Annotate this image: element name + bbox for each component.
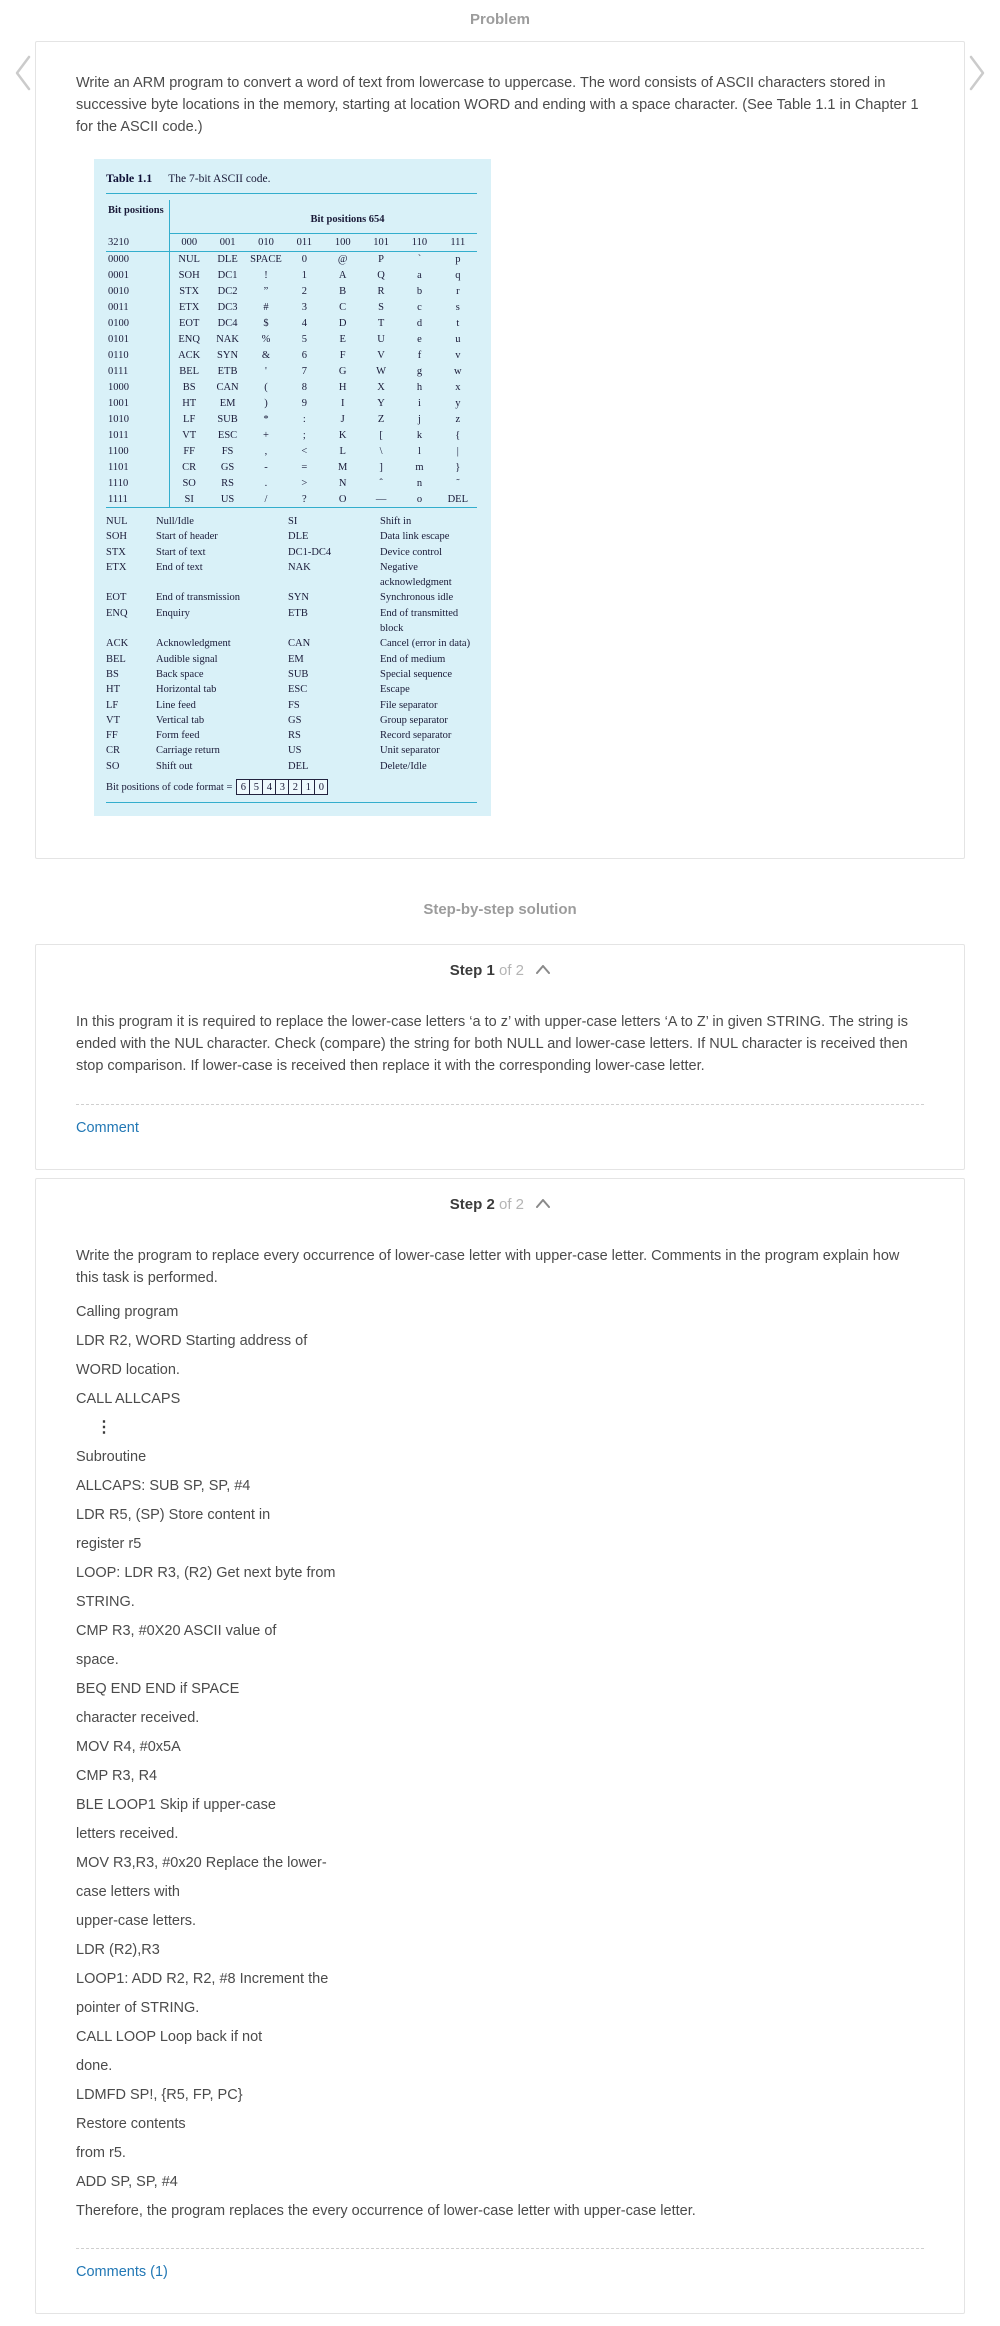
ascii-cell: BS [182, 382, 196, 393]
legend-description: Synchronous idle [380, 592, 454, 604]
ascii-cell: FS [221, 446, 234, 457]
code-line: done. [76, 2058, 113, 2075]
legend-description: Cancel (error in data) [380, 638, 471, 650]
legend-description: Line feed [156, 699, 196, 711]
ascii-col-header: 000 [170, 234, 208, 252]
ascii-cell: ? [285, 492, 323, 508]
ascii-cell: 5 [301, 334, 307, 345]
ascii-cell: EOT [178, 318, 200, 329]
code-line: MOV R3,R3, #0x20 Replace the lower- [76, 1855, 327, 1872]
ascii-cell: } [455, 462, 461, 473]
ascii-cell: f [417, 350, 422, 361]
format-bit-box: 6 [236, 779, 250, 795]
step-1-count: of 2 [498, 962, 525, 980]
ascii-cell: ESC [217, 430, 238, 441]
legend-abbr: FF [106, 730, 118, 742]
ascii-cell: W [376, 366, 387, 377]
ascii-table-figure [94, 159, 491, 816]
ascii-row-bits: 1011 [106, 428, 170, 444]
dashed-divider [76, 2248, 924, 2249]
ascii-cell: i [417, 398, 421, 409]
code-line: ADD SP, SP, #4 [76, 2174, 178, 2191]
legend-description: Null/Idle [156, 516, 194, 527]
legend-abbr: US [288, 745, 302, 757]
ascii-cell: ˜ [456, 478, 460, 489]
ascii-cell: . [264, 478, 268, 489]
ascii-cell: GS [220, 462, 235, 473]
code-line: Calling program [76, 1304, 179, 1321]
code-line: ⋮ [96, 1419, 112, 1437]
chevron-up-icon [536, 1199, 550, 1208]
code-line: character received. [76, 1710, 200, 1727]
ascii-row-bits: 0110 [106, 348, 170, 364]
bit-format-label: Bit positions of code format = [106, 781, 233, 793]
legend-abbr: DEL [288, 760, 309, 772]
ascii-cell: ACK [178, 350, 201, 361]
ascii-cell: y [455, 398, 461, 409]
ascii-cell: d [416, 318, 423, 329]
ascii-cell: < [301, 446, 308, 457]
conclusion-text: Therefore, the program replaces the every occurrence of lower-case letter with upper-case letter. [76, 2203, 696, 2220]
ascii-col-header: 101 [362, 234, 400, 252]
dashed-divider [76, 1104, 924, 1105]
legend-abbr: ESC [288, 684, 308, 696]
ascii-cell: z [455, 414, 461, 425]
ascii-cell: SI [170, 492, 208, 508]
legend-description: Start of text [156, 546, 206, 558]
format-bit-box: 0 [314, 779, 328, 795]
problem-heading: Problem [469, 11, 530, 28]
code-line: STRING. [76, 1594, 135, 1611]
ascii-legend [106, 514, 477, 774]
legend-description: Vertical tab [156, 714, 205, 726]
code-line: MOV R4, #0x5A [76, 1739, 181, 1756]
legend-description: Acknowledgment [156, 638, 231, 650]
legend-abbr: BEL [106, 653, 126, 665]
legend-description: Form feed [156, 730, 200, 742]
next-problem-button[interactable] [964, 52, 990, 96]
legend-description: End of medium [380, 653, 446, 665]
ascii-cell: — [362, 492, 400, 508]
step-2-count: of 2 [498, 1196, 525, 1214]
ascii-cell: D [338, 318, 347, 329]
code-line: space. [76, 1652, 119, 1669]
ascii-cell: G [338, 366, 347, 377]
legend-description: Special sequence [380, 668, 453, 680]
legend-abbr: EOT [106, 592, 127, 604]
ascii-cell: V [377, 350, 385, 361]
code-line: LDMFD SP!, {R5, FP, PC} [76, 2087, 243, 2104]
ascii-cell: & [261, 350, 271, 361]
code-line: upper-case letters. [76, 1913, 197, 1930]
table-bottom-rule [106, 802, 477, 806]
legend-description: End of transmitted block [380, 607, 459, 635]
ascii-table-header [106, 194, 477, 234]
ascii-col-header: 001 [208, 234, 246, 252]
step-2-card [35, 1178, 965, 2314]
format-bit-box: 3 [275, 779, 289, 795]
ascii-cell: 2 [301, 286, 307, 297]
ascii-cell: ˆ [379, 478, 383, 489]
format-bit-box: 2 [288, 779, 302, 795]
ascii-cell: NUL [178, 254, 200, 265]
legend-abbr: SYN [288, 592, 310, 604]
bit-format-boxes [237, 779, 328, 795]
ascii-col-header: 011 [285, 234, 323, 252]
legend-description: Enquiry [156, 607, 190, 619]
ascii-row-bits: 0101 [106, 332, 170, 348]
ascii-cell: ) [264, 398, 268, 409]
ascii-cell: Z [377, 414, 385, 425]
ascii-cell: DC2 [217, 286, 238, 297]
ascii-cell: - [264, 462, 268, 473]
ascii-row-bits: 1100 [106, 444, 170, 460]
code-line: register r5 [76, 1536, 142, 1553]
ascii-cell: = [301, 462, 308, 473]
ascii-row-bits: 0011 [106, 300, 170, 316]
ascii-cell: DC4 [217, 318, 238, 329]
legend-description: Group separator [380, 714, 448, 726]
ascii-cell: L [339, 446, 346, 457]
legend-abbr: NAK [288, 561, 311, 573]
legend-description: File separator [380, 699, 438, 711]
collapse-step-2-button[interactable] [536, 1196, 550, 1211]
ascii-cell: T [377, 318, 385, 329]
ascii-cell: o [400, 492, 438, 508]
legend-abbr: SO [106, 760, 120, 772]
ascii-cell: 7 [301, 366, 307, 377]
ascii-cell: F [339, 350, 346, 361]
code-line: LOOP: LDR R3, (R2) Get next byte from [76, 1565, 336, 1582]
code-line: LDR R2, WORD Starting address of [76, 1333, 308, 1350]
legend-description: Shift in [380, 516, 412, 527]
step-2-header [76, 1179, 924, 1217]
ascii-cell: EM [219, 398, 236, 409]
code-line: LDR R5, (SP) Store content in [76, 1507, 271, 1524]
ascii-cell: U [377, 334, 385, 345]
ascii-cell: 8 [301, 382, 307, 393]
code-line: CMP R3, R4 [76, 1768, 158, 1785]
ascii-cell: C [339, 302, 347, 313]
prev-problem-button[interactable] [10, 52, 36, 96]
ascii-cell: , [264, 446, 268, 457]
ascii-cell: STX [179, 286, 200, 297]
ascii-col-header: 110 [400, 234, 438, 252]
ascii-cell: $ [263, 318, 269, 329]
chevron-up-icon [536, 965, 550, 974]
ascii-cell: 3 [301, 302, 307, 313]
ascii-cell: k [416, 430, 423, 441]
legend-description: Start of header [156, 531, 218, 543]
legend-abbr: CR [106, 745, 121, 757]
code-line: LOOP1: ADD R2, R2, #8 Increment the [76, 1971, 329, 1988]
ascii-cell: e [417, 334, 422, 345]
legend-abbr: LF [106, 699, 119, 711]
legend-abbr: CAN [288, 638, 311, 650]
ascii-cell: % [261, 334, 271, 345]
ascii-cell: p [455, 254, 461, 265]
ascii-cell: BEL [179, 366, 200, 377]
ascii-row-header-label: Bit positions [106, 200, 170, 234]
ascii-cell: s [455, 302, 460, 313]
ascii-cell: ENQ [178, 334, 200, 345]
legend-abbr: NUL [106, 516, 128, 527]
ascii-cell: K [338, 430, 347, 441]
legend-description: Escape [380, 684, 410, 696]
legend-abbr: STX [106, 546, 126, 558]
legend-abbr: ETX [106, 561, 127, 573]
legend-abbr: DC1-DC4 [288, 546, 332, 558]
format-bit-box: 1 [301, 779, 315, 795]
ascii-cell: t [456, 318, 460, 329]
ascii-cell: h [416, 382, 423, 393]
problem-card [35, 41, 965, 859]
code-line: Restore contents [76, 2116, 186, 2133]
ascii-cell: CAN [216, 382, 239, 393]
ascii-row-bits: 0100 [106, 316, 170, 332]
ascii-cell: u [455, 334, 461, 345]
ascii-cell: w [454, 366, 462, 377]
ascii-cell: J [340, 414, 345, 425]
ascii-cell: ETX [178, 302, 200, 313]
ascii-cell: E [339, 334, 346, 345]
ascii-row-bits: 1010 [106, 412, 170, 428]
ascii-row-bits: 1110 [106, 476, 170, 492]
code-line: BEQ END END if SPACE [76, 1681, 240, 1698]
ascii-table-title-label: Table 1.1 [106, 171, 153, 185]
ascii-cell: H [338, 382, 347, 393]
ascii-cell: DC3 [217, 302, 238, 313]
ascii-cell: I [340, 398, 345, 409]
ascii-cell: VT [182, 430, 197, 441]
legend-abbr: BS [106, 668, 119, 680]
ascii-col-header: 100 [324, 234, 362, 252]
ascii-cell: l [417, 446, 421, 457]
ascii-cell: S [378, 302, 384, 313]
ascii-cell: ; [302, 430, 306, 441]
ascii-cell: SYN [217, 350, 239, 361]
code-line: LDR (R2),R3 [76, 1942, 160, 1959]
ascii-axis-label: 3210 [106, 234, 170, 252]
ascii-cell: [ [379, 430, 383, 441]
code-line: Subroutine [76, 1449, 147, 1466]
ascii-cell: x [455, 382, 461, 393]
legend-abbr: GS [288, 714, 302, 726]
ascii-cell: j [417, 414, 421, 425]
code-line: ALLCAPS: SUB SP, SP, #4 [76, 1478, 251, 1495]
ascii-cell: r [456, 286, 460, 297]
code-line: CMP R3, #0X20 ASCII value of [76, 1623, 277, 1640]
legend-description: Back space [156, 668, 204, 680]
ascii-cell: RS [221, 478, 234, 489]
ascii-cell: X [377, 382, 385, 393]
ascii-cell: > [301, 478, 308, 489]
ascii-cell: O [324, 492, 362, 508]
ascii-cell: q [455, 270, 461, 281]
code-line: from r5. [76, 2145, 126, 2162]
ascii-cell: R [377, 286, 385, 297]
ascii-cell: m [415, 462, 424, 473]
ascii-row-bits: 1111 [106, 492, 170, 508]
collapse-step-1-button[interactable] [536, 962, 550, 977]
ascii-cell: c [417, 302, 422, 313]
ascii-cell: * [263, 414, 269, 425]
ascii-cell: Y [377, 398, 385, 409]
ascii-cell: SPACE [250, 254, 282, 265]
program-code-block [76, 1302, 924, 2192]
legend-description: Device control [380, 546, 443, 558]
ascii-cell: 0 [301, 254, 307, 265]
step-1-card [35, 944, 965, 1170]
legend-abbr: HT [106, 684, 120, 696]
ascii-cell: ` [417, 254, 422, 265]
step-1-header [76, 945, 924, 983]
ascii-cell: g [416, 366, 423, 377]
ascii-cell: NAK [216, 334, 239, 345]
ascii-cell: SO [182, 478, 196, 489]
ascii-code-grid [106, 234, 477, 508]
code-line: WORD location. [76, 1362, 180, 1379]
legend-description: Carriage return [156, 745, 220, 757]
ascii-cell: n [416, 478, 423, 489]
ascii-cell: ' [264, 366, 267, 377]
legend-abbr: ACK [106, 638, 129, 650]
ascii-col-header: 010 [247, 234, 285, 252]
legend-abbr: ENQ [106, 607, 128, 619]
ascii-cell: ! [264, 270, 268, 281]
ascii-col-header-label: Bit positions 654 [170, 200, 477, 234]
ascii-cell: / [247, 492, 285, 508]
ascii-cell: M [338, 462, 348, 473]
ascii-cell: 6 [301, 350, 307, 361]
ascii-cell: # [263, 302, 269, 313]
legend-description: Negative acknowledgment [380, 561, 452, 589]
ascii-cell: | [456, 446, 459, 457]
ascii-cell: CR [182, 462, 197, 473]
ascii-row-bits: 1000 [106, 380, 170, 396]
ascii-cell: US [208, 492, 246, 508]
ascii-cell: LF [183, 414, 196, 425]
legend-abbr: FS [288, 699, 300, 711]
ascii-cell: P [378, 254, 384, 265]
ascii-row-bits: 1101 [106, 460, 170, 476]
ascii-row-bits: 1001 [106, 396, 170, 412]
chevron-right-icon [966, 53, 988, 93]
legend-description: Delete/Idle [380, 760, 427, 772]
step-2-title: Step 2 [449, 1196, 495, 1214]
ascii-table-title [106, 169, 477, 194]
ascii-cell: 1 [301, 270, 307, 281]
ascii-cell: DEL [439, 492, 477, 508]
ascii-cell: DC1 [217, 270, 238, 281]
ascii-cell: ETB [217, 366, 238, 377]
ascii-cell: ] [379, 462, 383, 473]
ascii-row-bits: 0000 [106, 252, 170, 268]
ascii-cell: v [455, 350, 461, 361]
solution-heading: Step-by-step solution [423, 901, 577, 919]
legend-description: Data link escape [380, 531, 450, 543]
code-line: BLE LOOP1 Skip if upper-case [76, 1797, 276, 1814]
ascii-cell: HT [182, 398, 197, 409]
legend-abbr: RS [288, 730, 301, 742]
code-line: CALL LOOP Loop back if not [76, 2029, 263, 2046]
legend-abbr: SUB [288, 668, 309, 680]
legend-description: Horizontal tab [156, 684, 217, 696]
code-line: CALL ALLCAPS [76, 1391, 181, 1408]
step-1-body-text: In this program it is required to replace the lower-case letters ‘a to z’ with upper-case letters ‘A to Z’ in given STRING. The string is ended with the NUL character. Check (compare) the string for both NULL and lower-case letters. If NUL character is received then stop comparison. If lower-case is received then replace it with the corresponding lower-case letter. [76, 1014, 908, 1075]
legend-abbr: ETB [288, 607, 308, 619]
comment-link[interactable]: Comment [76, 1120, 139, 1137]
step-1-title: Step 1 [449, 962, 495, 980]
ascii-cell: SOH [178, 270, 200, 281]
ascii-cell: \ [379, 446, 383, 457]
ascii-cell: : [302, 414, 306, 425]
format-bit-box: 5 [249, 779, 263, 795]
legend-abbr: DLE [288, 531, 309, 543]
ascii-cell: ” [263, 286, 269, 297]
ascii-cell: 9 [301, 398, 307, 409]
legend-abbr: SOH [106, 531, 128, 543]
ascii-cell: ( [264, 382, 268, 393]
ascii-cell: { [455, 430, 461, 441]
ascii-row-bits: 0111 [106, 364, 170, 380]
legend-abbr: SI [288, 516, 298, 527]
ascii-row-bits: 0001 [106, 268, 170, 284]
ascii-col-header: 111 [439, 234, 477, 252]
ascii-cell: DLE [217, 254, 238, 265]
ascii-cell: N [338, 478, 347, 489]
legend-description: End of text [156, 561, 203, 573]
bit-format-row [106, 779, 477, 795]
ascii-cell: A [338, 270, 347, 281]
legend-abbr: EM [288, 653, 304, 665]
ascii-table-title-text: The 7-bit ASCII code. [168, 173, 271, 185]
format-bit-box: 4 [262, 779, 276, 795]
ascii-cell: @ [337, 254, 348, 265]
legend-description: Audible signal [156, 653, 218, 665]
ascii-cell: B [339, 286, 347, 297]
ascii-cell: Q [377, 270, 385, 281]
ascii-cell: 4 [301, 318, 307, 329]
code-line: case letters with [76, 1884, 180, 1901]
ascii-cell: FF [183, 446, 196, 457]
legend-abbr: VT [106, 714, 120, 726]
ascii-cell: a [417, 270, 422, 281]
legend-description: Shift out [156, 760, 193, 772]
comments-link[interactable]: Comments (1) [76, 2264, 168, 2281]
code-line: letters received. [76, 1826, 179, 1843]
legend-description: Record separator [380, 730, 452, 742]
ascii-cell: b [416, 286, 423, 297]
legend-description: End of transmission [156, 592, 240, 604]
step-2-intro-text: Write the program to replace every occurrence of lower-case letter with upper-case letter. Comments in the program explain how this task is performed. [76, 1248, 900, 1287]
chevron-left-icon [12, 53, 34, 93]
ascii-cell: SUB [217, 414, 238, 425]
ascii-row-bits: 0010 [106, 284, 170, 300]
problem-text: Write an ARM program to convert a word of text from lowercase to uppercase. The word consists of ASCII characters stored in successive byte locations in the memory, starting at location WORD and ending with a space character. (See Table 1.1 in Chapter 1 for the ASCII code.) [76, 75, 919, 135]
legend-description: Unit separator [380, 745, 440, 757]
ascii-cell: + [262, 430, 269, 441]
code-line: pointer of STRING. [76, 2000, 200, 2017]
